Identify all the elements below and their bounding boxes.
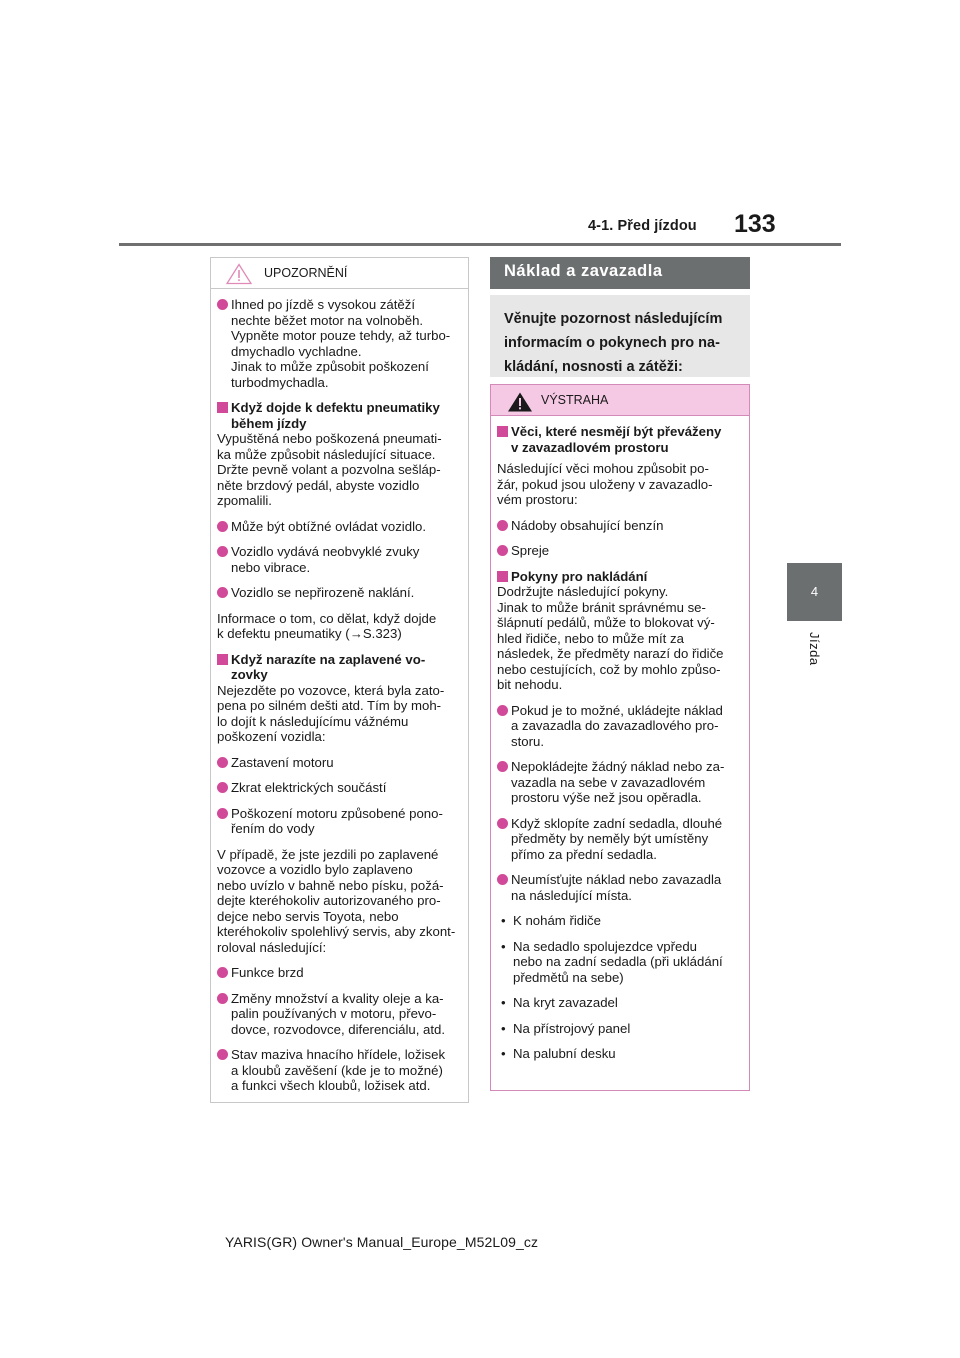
list-item: Může být obtížné ovládat vozidlo. bbox=[217, 519, 462, 535]
paragraph: Následující věci mohou způsobit po- žár, pokud jsou uloženy v zavazadlo- vém prostoru: bbox=[497, 461, 713, 507]
list-item: Zastavení motoru bbox=[217, 755, 462, 771]
list-item: Zkrat elektrických součástí bbox=[217, 780, 462, 796]
list-item: Poškození motoru způsobené pono- řením do vody bbox=[217, 806, 462, 837]
list-item: Změny množství a kvality oleje a ka- palin používaných v motoru, převo- dovce, rozvodovce, diferenciálu, atd. bbox=[217, 991, 462, 1038]
bullet-dot-icon bbox=[217, 546, 228, 557]
sub-list-item: • K nohám řidiče bbox=[501, 913, 601, 928]
chapter-label: Jízda bbox=[807, 632, 822, 666]
small-bullet-icon: • bbox=[501, 913, 506, 928]
page-reference-link[interactable]: S.323) bbox=[362, 626, 402, 641]
bullet-dot-icon bbox=[497, 520, 508, 531]
bullet-dot-icon bbox=[217, 521, 228, 532]
list-item: Nádoby obsahující benzín bbox=[497, 518, 743, 534]
section-title: Náklad a zavazadla bbox=[490, 257, 750, 289]
subheading: Když narazíte na zaplavené vo- zovky bbox=[217, 652, 462, 683]
list-item: Funkce brzd bbox=[217, 965, 462, 981]
sub-list-item: • Na přístrojový panel bbox=[501, 1020, 631, 1036]
small-bullet-icon: • bbox=[501, 1046, 506, 1061]
bullet-dot-icon bbox=[497, 874, 508, 885]
paragraph: Nejezděte po vozovce, která byla zato- pena po silném dešti atd. Tím by moh- lo dojít k následujícímu vážnému poškození vozidla: bbox=[217, 682, 445, 744]
bullet-dot-icon bbox=[217, 587, 228, 598]
list-item: Stav maziva hnacího hřídele, ložisek a kloubů zavěšení (kde je to možné) a funkci všech kloubů, ložisek atd. bbox=[217, 1047, 462, 1094]
bullet-dot-icon bbox=[497, 761, 508, 772]
header-rule bbox=[119, 243, 841, 246]
paragraph: Informace o tom, co dělat, když dojde k defektu pneumatiky (→S.323) bbox=[217, 610, 437, 641]
bullet-dot-icon bbox=[497, 705, 508, 716]
paragraph: V případě, že jste jezdili po zaplavené vozovce a vozidlo bylo zaplaveno nebo uvízlo v bahně nebo písku, požá- dejte kteréhokoliv autorizovaného pro- dejce nebo servis Toyota, nebo kteréhokoliv spolehlivý servis, aby zkont- roloval následující: bbox=[217, 846, 456, 955]
sub-list-item: • Na palubní desku bbox=[501, 1046, 616, 1061]
list-item: Když sklopíte zadní sedadla, dlouhé předměty by neměly být umístěny přímo za přední sedadla. bbox=[497, 816, 743, 863]
list-item: Pokud je to možné, ukládejte náklad a zavazadla do zavazadlového pro- storu. bbox=[497, 703, 743, 750]
square-bullet-icon bbox=[217, 654, 228, 665]
bullet-dot-icon bbox=[217, 299, 228, 310]
caution-content bbox=[211, 289, 468, 1094]
list-item: Spreje bbox=[497, 543, 743, 559]
chapter-tab: 4 bbox=[787, 563, 842, 621]
sub-list-item: • Na kryt zavazadel bbox=[501, 995, 618, 1010]
warning-header bbox=[491, 385, 749, 416]
caution-title: UPOZORNĚNÍ bbox=[264, 266, 348, 280]
bullet-dot-icon bbox=[217, 757, 228, 768]
warning-title: VÝSTRAHA bbox=[541, 393, 609, 407]
paragraph: Vypuštěná nebo poškozená pneumati- ka může způsobit následující situace. Držte pevně volant a pozvolna sešláp- něte brzdový pedál, abyste vozidlo zpomalili. bbox=[217, 431, 442, 508]
bullet-dot-icon bbox=[217, 782, 228, 793]
warning-box bbox=[490, 384, 750, 1091]
section-intro: Věnujte pozornost následujícím informacím o pokynech pro na- kládání, nosnosti a zátěži: bbox=[490, 295, 750, 377]
warning-content bbox=[491, 416, 749, 1062]
square-bullet-icon bbox=[497, 571, 508, 582]
square-bullet-icon bbox=[497, 426, 508, 437]
list-item: Vozidlo se nepřirozeně naklání. bbox=[217, 585, 462, 601]
list-item: Ihned po jízdě s vysokou zátěží nechte běžet motor na volnoběh. Vypněte motor pouze tehdy, až turbo- dmychadlo vychladne. Jinak to může způsobit poškození turbodmychadla. bbox=[217, 297, 462, 390]
footer-text: YARIS(GR) Owner's Manual_Europe_M52L09_cz bbox=[225, 1234, 539, 1250]
small-bullet-icon: • bbox=[501, 995, 506, 1010]
bullet-dot-icon bbox=[217, 1049, 228, 1060]
bullet-dot-icon bbox=[217, 808, 228, 819]
list-item: Nepokládejte žádný náklad nebo za- vazadla na sebe v zavazadlovém prostoru výše než jsou opěradla. bbox=[497, 759, 743, 806]
subheading: Když dojde k defektu pneumatiky během jízdy bbox=[217, 400, 462, 431]
page-number: 133 bbox=[734, 210, 776, 238]
caution-header bbox=[211, 258, 468, 289]
small-bullet-icon: • bbox=[501, 1020, 506, 1036]
small-bullet-icon: • bbox=[501, 938, 506, 954]
subheading: Věci, které nesmějí být převáženy v zavazadlovém prostoru bbox=[497, 424, 743, 455]
caution-box bbox=[210, 257, 469, 1103]
list-item: Neumísťujte náklad nebo zavazadla na následující místa. bbox=[497, 872, 743, 903]
bullet-dot-icon bbox=[497, 818, 508, 829]
square-bullet-icon bbox=[217, 402, 228, 413]
arrow-icon: → bbox=[349, 626, 363, 641]
paragraph: Dodržujte následující pokyny. Jinak to může bránit správnému se- šlápnutí pedálů, může to blokovat vý- hled řidiče, nebo to může mít za následek, že předměty narazí do řidiče nebo cestujících, což by mohlo způso- bit nehodu. bbox=[497, 584, 724, 692]
warning-triangle-outline-icon bbox=[226, 263, 252, 285]
bullet-dot-icon bbox=[217, 967, 228, 978]
warning-triangle-filled-icon bbox=[507, 391, 533, 413]
subheading: Pokyny pro nakládání bbox=[497, 569, 743, 585]
list-item: Vozidlo vydává neobvyklé zvuky nebo vibrace. bbox=[217, 544, 462, 575]
header-section-title: 4-1. Před jízdou bbox=[588, 218, 697, 234]
bullet-dot-icon bbox=[217, 993, 228, 1004]
sub-list-item: • Na sedadlo spolujezdce vpředu nebo na zadní sedadla (při ukládání předmětů na sebe) bbox=[501, 938, 723, 985]
bullet-dot-icon bbox=[497, 545, 508, 556]
